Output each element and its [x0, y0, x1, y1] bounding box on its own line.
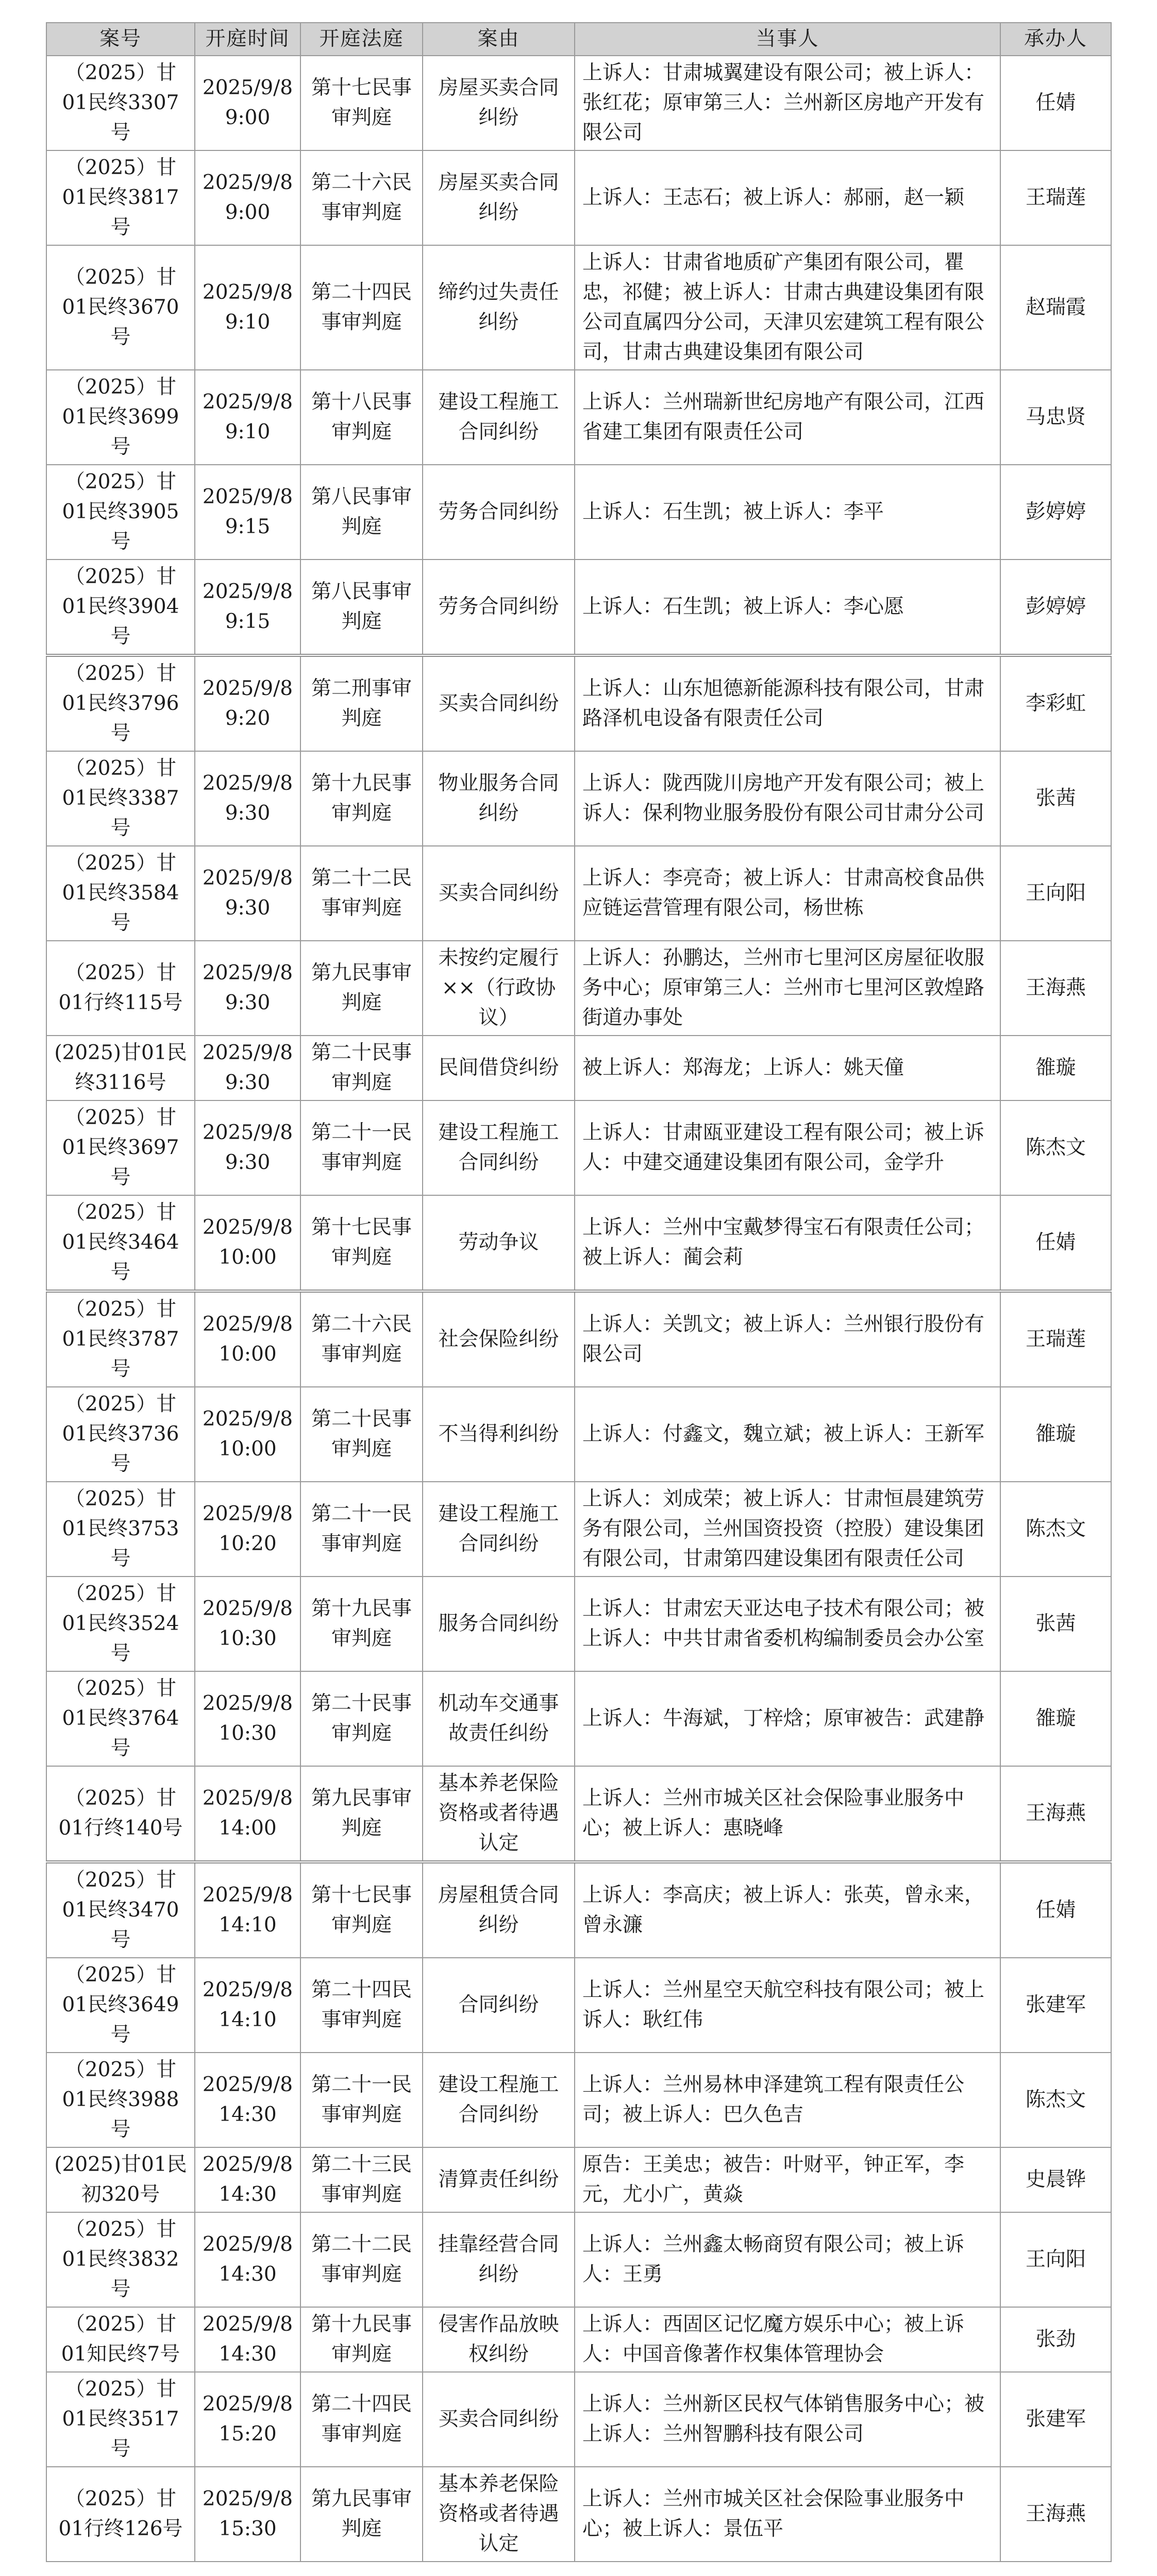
judge-cell: 张建军	[1000, 1958, 1111, 2053]
judge-cell: 王海燕	[1000, 1766, 1111, 1862]
cause-cell: 房屋租赁合同纠纷	[423, 1862, 575, 1958]
parties-cell: 上诉人：石生凯；被上诉人：李平	[575, 465, 1000, 560]
judge-cell: 任婧	[1000, 1862, 1111, 1958]
case-number-cell: （2025）甘01民终3307号	[46, 56, 195, 150]
courtroom-cell: 第十七民事审判庭	[300, 1862, 423, 1958]
courtroom-cell: 第八民事审判庭	[300, 560, 423, 655]
parties-cell: 上诉人：兰州鑫太畅商贸有限公司；被上诉人：王勇	[575, 2212, 1000, 2307]
parties-cell: 上诉人：兰州瑞新世纪房地产有限公司，江西省建工集团有限责任公司	[575, 370, 1000, 465]
table-row	[46, 1100, 1111, 1195]
hearing-time-cell: 2025/9/8 14:00	[195, 1766, 300, 1862]
judge-cell: 赵瑞霞	[1000, 245, 1111, 370]
judge-cell: 彭婷婷	[1000, 560, 1111, 655]
hearing-time-cell: 2025/9/8 9:00	[195, 150, 300, 245]
courtroom-cell: 第九民事审判庭	[300, 941, 423, 1036]
hearing-time-cell: 2025/9/8 10:30	[195, 1671, 300, 1766]
cause-cell: 买卖合同纠纷	[423, 655, 575, 751]
header-cause: 案由	[423, 23, 575, 56]
table-row	[46, 1291, 1111, 1387]
parties-cell: 上诉人：孙鹏达，兰州市七里河区房屋征收服务中心；原审第三人：兰州市七里河区敦煌路街道办事处	[575, 941, 1000, 1036]
case-number-cell: （2025）甘01民终3832号	[46, 2212, 195, 2307]
table-row	[46, 655, 1111, 751]
courtroom-cell: 第二十民事审判庭	[300, 1671, 423, 1766]
hearing-time-cell: 2025/9/8 10:20	[195, 1482, 300, 1577]
judge-cell: 任婧	[1000, 1195, 1111, 1291]
judge-cell: 雒璇	[1000, 1387, 1111, 1482]
case-number-cell: （2025）甘01民终3904号	[46, 560, 195, 655]
parties-cell: 上诉人：关凯文；被上诉人：兰州银行股份有限公司	[575, 1291, 1000, 1387]
cause-cell: 基本养老保险资格或者待遇认定	[423, 1766, 575, 1862]
case-number-cell: （2025）甘01民终3649号	[46, 1958, 195, 2053]
judge-cell: 马忠贤	[1000, 370, 1111, 465]
judge-cell: 陈杰文	[1000, 1100, 1111, 1195]
table-row	[46, 846, 1111, 941]
courtroom-cell: 第二十六民事审判庭	[300, 1291, 423, 1387]
cause-cell: 建设工程施工合同纠纷	[423, 370, 575, 465]
case-number-cell: （2025）甘01民终3517号	[46, 2372, 195, 2467]
case-number-cell: （2025）甘01民终3796号	[46, 655, 195, 751]
judge-cell: 张建军	[1000, 2372, 1111, 2467]
hearing-time-cell: 2025/9/8 9:30	[195, 941, 300, 1036]
courtroom-cell: 第十七民事审判庭	[300, 1195, 423, 1291]
judge-cell: 王海燕	[1000, 941, 1111, 1036]
judge-cell: 陈杰文	[1000, 1482, 1111, 1577]
cause-cell: 清算责任纠纷	[423, 2147, 575, 2212]
parties-cell: 上诉人：兰州市城关区社会保险事业服务中心；被上诉人：惠晓峰	[575, 1766, 1000, 1862]
judge-cell: 雒璇	[1000, 1671, 1111, 1766]
cause-cell: 房屋买卖合同纠纷	[423, 56, 575, 150]
case-number-cell: （2025）甘01民终3988号	[46, 2053, 195, 2147]
table-row	[46, 2307, 1111, 2372]
table-row	[46, 751, 1111, 846]
hearing-time-cell: 2025/9/8 9:30	[195, 1100, 300, 1195]
table-row	[46, 1387, 1111, 1482]
parties-cell: 上诉人：甘肃省地质矿产集团有限公司，瞿忠，祁健；被上诉人：甘肃古典建设集团有限公司直属四分公司，天津贝宏建筑工程有限公司，甘肃古典建设集团有限公司	[575, 245, 1000, 370]
cause-cell: 房屋买卖合同纠纷	[423, 150, 575, 245]
judge-cell: 雒璇	[1000, 1036, 1111, 1100]
courtroom-cell: 第二刑事审判庭	[300, 655, 423, 751]
cause-cell: 物业服务合同纠纷	[423, 751, 575, 846]
hearing-time-cell: 2025/9/8 10:00	[195, 1195, 300, 1291]
courtroom-cell: 第二十三民事审判庭	[300, 2147, 423, 2212]
hearing-time-cell: 2025/9/8 14:30	[195, 2307, 300, 2372]
parties-cell: 上诉人：石生凯；被上诉人：李心愿	[575, 560, 1000, 655]
parties-cell: 被上诉人：郑海龙；上诉人：姚天僮	[575, 1036, 1000, 1100]
case-number-cell: （2025）甘01民终3524号	[46, 1577, 195, 1671]
parties-cell: 上诉人：西固区记忆魔方娱乐中心；被上诉人：中国音像著作权集体管理协会	[575, 2307, 1000, 2372]
hearing-time-cell: 2025/9/8 15:20	[195, 2372, 300, 2467]
cause-cell: 不当得利纠纷	[423, 1387, 575, 1482]
cause-cell: 社会保险纠纷	[423, 1291, 575, 1387]
table-row	[46, 941, 1111, 1036]
judge-cell: 王向阳	[1000, 2212, 1111, 2307]
courtroom-cell: 第二十二民事审判庭	[300, 846, 423, 941]
hearing-time-cell: 2025/9/8 14:30	[195, 2053, 300, 2147]
table-row	[46, 370, 1111, 465]
judge-cell: 张茜	[1000, 751, 1111, 846]
cause-cell: 劳务合同纠纷	[423, 465, 575, 560]
table-row	[46, 1671, 1111, 1766]
courtroom-cell: 第二十民事审判庭	[300, 1036, 423, 1100]
judge-cell: 王瑞莲	[1000, 1291, 1111, 1387]
courtroom-cell: 第二十四民事审判庭	[300, 1958, 423, 2053]
table-row	[46, 465, 1111, 560]
parties-cell: 上诉人：付鑫文，魏立斌；被上诉人：王新军	[575, 1387, 1000, 1482]
hearing-time-cell: 2025/9/8 15:30	[195, 2467, 300, 2562]
judge-cell: 李彩虹	[1000, 655, 1111, 751]
case-number-cell: （2025）甘01行终115号	[46, 941, 195, 1036]
case-number-cell: （2025）甘01民终3817号	[46, 150, 195, 245]
hearing-time-cell: 2025/9/8 9:30	[195, 846, 300, 941]
courtroom-cell: 第二十民事审判庭	[300, 1387, 423, 1482]
table-row	[46, 560, 1111, 655]
table-row	[46, 2467, 1111, 2562]
hearing-time-cell: 2025/9/8 9:15	[195, 465, 300, 560]
hearing-time-cell: 2025/9/8 9:30	[195, 1036, 300, 1100]
hearing-time-cell: 2025/9/8 10:30	[195, 1577, 300, 1671]
cause-cell: 基本养老保险资格或者待遇认定	[423, 2467, 575, 2562]
case-number-cell: （2025）甘01民终3584号	[46, 846, 195, 941]
case-number-cell: （2025）甘01民终3387号	[46, 751, 195, 846]
table-row	[46, 1958, 1111, 2053]
header-judge: 承办人	[1000, 23, 1111, 56]
judge-cell: 任婧	[1000, 56, 1111, 150]
case-number-cell: （2025）甘01民终3787号	[46, 1291, 195, 1387]
table-row	[46, 1577, 1111, 1671]
courtroom-cell: 第十九民事审判庭	[300, 2307, 423, 2372]
hearing-table	[46, 22, 1112, 2562]
case-number-cell: (2025)甘01民初320号	[46, 2147, 195, 2212]
parties-cell: 上诉人：兰州市城关区社会保险事业服务中心；被上诉人：景伍平	[575, 2467, 1000, 2562]
case-number-cell: （2025）甘01行终140号	[46, 1766, 195, 1862]
parties-cell: 上诉人：李高庆；被上诉人：张英，曾永来，曾永濂	[575, 1862, 1000, 1958]
table-row	[46, 1862, 1111, 1958]
parties-cell: 上诉人：兰州中宝戴梦得宝石有限责任公司；被上诉人：蔺会莉	[575, 1195, 1000, 1291]
case-number-cell: （2025）甘01行终126号	[46, 2467, 195, 2562]
table-body	[46, 56, 1111, 2562]
case-number-cell: （2025）甘01民终3905号	[46, 465, 195, 560]
case-number-cell: （2025）甘01知民终7号	[46, 2307, 195, 2372]
courtroom-cell: 第九民事审判庭	[300, 2467, 423, 2562]
hearing-time-cell: 2025/9/8 14:30	[195, 2147, 300, 2212]
table-header	[46, 23, 1111, 56]
table-row	[46, 1482, 1111, 1577]
cause-cell: 侵害作品放映权纠纷	[423, 2307, 575, 2372]
table-row	[46, 245, 1111, 370]
parties-cell: 上诉人：甘肃瓯亚建设工程有限公司；被上诉人：中建交通建设集团有限公司，金学升	[575, 1100, 1000, 1195]
judge-cell: 陈杰文	[1000, 2053, 1111, 2147]
cause-cell: 买卖合同纠纷	[423, 2372, 575, 2467]
case-number-cell: (2025)甘01民终3116号	[46, 1036, 195, 1100]
courtroom-cell: 第二十一民事审判庭	[300, 2053, 423, 2147]
cause-cell: 建设工程施工合同纠纷	[423, 1100, 575, 1195]
parties-cell: 上诉人：王志石；被上诉人：郝丽，赵一颖	[575, 150, 1000, 245]
header-row	[46, 23, 1111, 56]
courtroom-cell: 第二十四民事审判庭	[300, 245, 423, 370]
cause-cell: 建设工程施工合同纠纷	[423, 2053, 575, 2147]
parties-cell: 上诉人：兰州易林申泽建筑工程有限责任公司；被上诉人：巴久色吉	[575, 2053, 1000, 2147]
table-row	[46, 150, 1111, 245]
hearing-time-cell: 2025/9/8 14:10	[195, 1862, 300, 1958]
table-row	[46, 2053, 1111, 2147]
courtroom-cell: 第二十一民事审判庭	[300, 1482, 423, 1577]
header-courtroom: 开庭法庭	[300, 23, 423, 56]
parties-cell: 上诉人：李亮奇；被上诉人：甘肃高校食品供应链运营管理有限公司，杨世栋	[575, 846, 1000, 941]
cause-cell: 民间借贷纠纷	[423, 1036, 575, 1100]
parties-cell: 上诉人：兰州新区民权气体销售服务中心；被上诉人：兰州智鹏科技有限公司	[575, 2372, 1000, 2467]
hearing-time-cell: 2025/9/8 14:10	[195, 1958, 300, 2053]
judge-cell: 史晨铧	[1000, 2147, 1111, 2212]
hearing-time-cell: 2025/9/8 9:10	[195, 245, 300, 370]
judge-cell: 王向阳	[1000, 846, 1111, 941]
case-number-cell: （2025）甘01民终3697号	[46, 1100, 195, 1195]
courtroom-cell: 第二十一民事审判庭	[300, 1100, 423, 1195]
table-row	[46, 1036, 1111, 1100]
cause-cell: 劳动争议	[423, 1195, 575, 1291]
courtroom-cell: 第九民事审判庭	[300, 1766, 423, 1862]
courtroom-cell: 第十九民事审判庭	[300, 751, 423, 846]
cause-cell: 服务合同纠纷	[423, 1577, 575, 1671]
parties-cell: 上诉人：兰州星空天航空科技有限公司；被上诉人：耿红伟	[575, 1958, 1000, 2053]
hearing-time-cell: 2025/9/8 10:00	[195, 1387, 300, 1482]
hearing-time-cell: 2025/9/8 9:20	[195, 655, 300, 751]
table-row	[46, 2212, 1111, 2307]
hearing-time-cell: 2025/9/8 14:30	[195, 2212, 300, 2307]
judge-cell: 张茜	[1000, 1577, 1111, 1671]
table-row	[46, 56, 1111, 150]
parties-cell: 上诉人：陇西陇川房地产开发有限公司；被上诉人：保利物业服务股份有限公司甘肃分公司	[575, 751, 1000, 846]
hearing-time-cell: 2025/9/8 9:10	[195, 370, 300, 465]
table-row	[46, 1195, 1111, 1291]
courtroom-cell: 第八民事审判庭	[300, 465, 423, 560]
hearing-time-cell: 2025/9/8 10:00	[195, 1291, 300, 1387]
case-number-cell: （2025）甘01民终3699号	[46, 370, 195, 465]
hearing-time-cell: 2025/9/8 9:15	[195, 560, 300, 655]
cause-cell: 劳务合同纠纷	[423, 560, 575, 655]
judge-cell: 张劲	[1000, 2307, 1111, 2372]
cause-cell: 买卖合同纠纷	[423, 846, 575, 941]
parties-cell: 原告：王美忠；被告：叶财平，钟正军，李元，尤小广，黄焱	[575, 2147, 1000, 2212]
table-row	[46, 1766, 1111, 1862]
hearing-schedule	[46, 22, 1111, 2562]
judge-cell: 王海燕	[1000, 2467, 1111, 2562]
hearing-time-cell: 2025/9/8 9:30	[195, 751, 300, 846]
case-number-cell: （2025）甘01民终3464号	[46, 1195, 195, 1291]
case-number-cell: （2025）甘01民终3764号	[46, 1671, 195, 1766]
parties-cell: 上诉人：山东旭德新能源科技有限公司，甘肃路泽机电设备有限责任公司	[575, 655, 1000, 751]
cause-cell: 建设工程施工合同纠纷	[423, 1482, 575, 1577]
cause-cell: 合同纠纷	[423, 1958, 575, 2053]
case-number-cell: （2025）甘01民终3470号	[46, 1862, 195, 1958]
cause-cell: 缔约过失责任纠纷	[423, 245, 575, 370]
parties-cell: 上诉人：甘肃宏天亚达电子技术有限公司；被上诉人：中共甘肃省委机构编制委员会办公室	[575, 1577, 1000, 1671]
parties-cell: 上诉人：牛海斌，丁梓焓；原审被告：武建静	[575, 1671, 1000, 1766]
header-hearing-time: 开庭时间	[195, 23, 300, 56]
case-number-cell: （2025）甘01民终3753号	[46, 1482, 195, 1577]
parties-cell: 上诉人：刘成荣；被上诉人：甘肃恒晨建筑劳务有限公司，兰州国资投资（控股）建设集团有限公司，甘肃第四建设集团有限责任公司	[575, 1482, 1000, 1577]
case-number-cell: （2025）甘01民终3736号	[46, 1387, 195, 1482]
case-number-cell: （2025）甘01民终3670号	[46, 245, 195, 370]
courtroom-cell: 第十九民事审判庭	[300, 1577, 423, 1671]
header-case-number: 案号	[46, 23, 195, 56]
judge-cell: 王瑞莲	[1000, 150, 1111, 245]
courtroom-cell: 第十七民事审判庭	[300, 56, 423, 150]
table-row	[46, 2372, 1111, 2467]
cause-cell: 挂靠经营合同纠纷	[423, 2212, 575, 2307]
cause-cell: 未按约定履行××（行政协议）	[423, 941, 575, 1036]
cause-cell: 机动车交通事故责任纠纷	[423, 1671, 575, 1766]
parties-cell: 上诉人：甘肃城翼建设有限公司；被上诉人：张红花；原审第三人：兰州新区房地产开发有限公司	[575, 56, 1000, 150]
hearing-time-cell: 2025/9/8 9:00	[195, 56, 300, 150]
header-parties: 当事人	[575, 23, 1000, 56]
courtroom-cell: 第十八民事审判庭	[300, 370, 423, 465]
judge-cell: 彭婷婷	[1000, 465, 1111, 560]
table-row	[46, 2147, 1111, 2212]
courtroom-cell: 第二十四民事审判庭	[300, 2372, 423, 2467]
courtroom-cell: 第二十二民事审判庭	[300, 2212, 423, 2307]
courtroom-cell: 第二十六民事审判庭	[300, 150, 423, 245]
